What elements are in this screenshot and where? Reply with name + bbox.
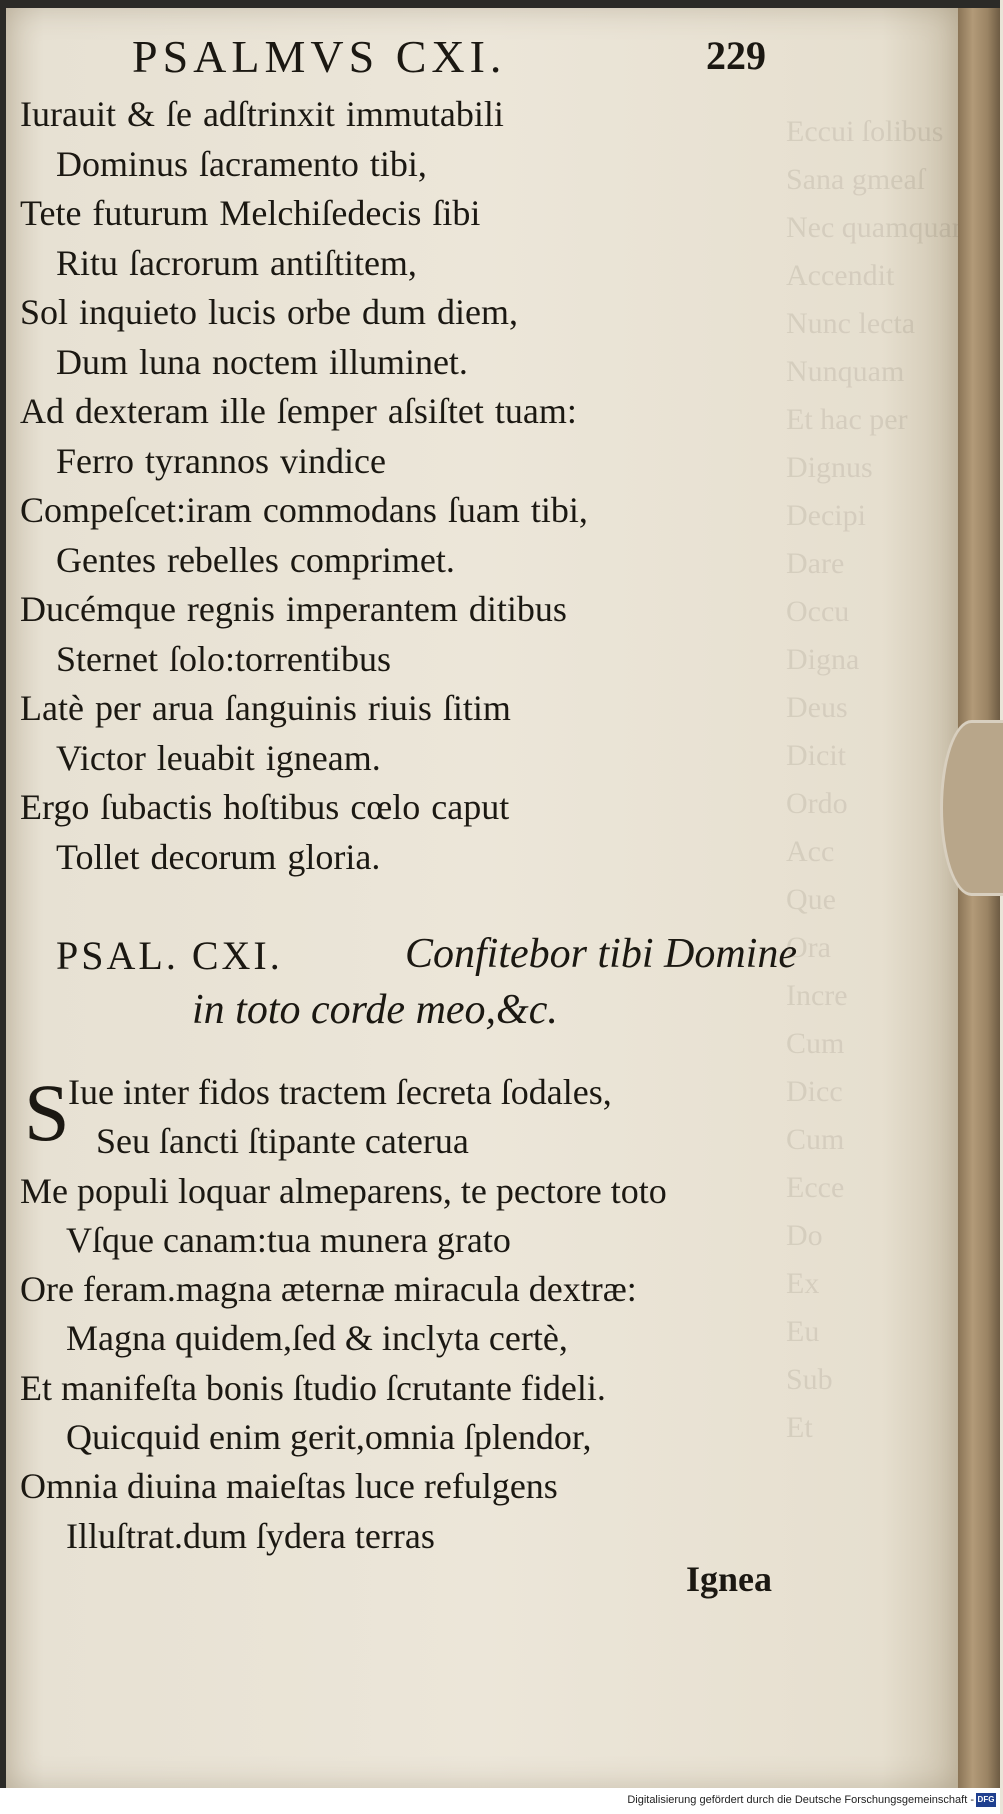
- verse-line: Gentes rebelles comprimet.: [56, 539, 455, 580]
- verse-line: Me populi loquar almeparens, te pectore toto: [20, 1170, 667, 1211]
- page-stack-edge: [958, 8, 1000, 1788]
- verse-line: Latè per arua ſanguinis riuis ſitim: [20, 688, 511, 728]
- verse-line: Dominus ſacramento tibi,: [56, 143, 427, 184]
- verse-block-2: [20, 1068, 860, 1561]
- verse-line: Ad dexteram ille ſemper aſsiſtet tuam:: [20, 391, 577, 431]
- verse-line: Ritu ſacrorum antiſtitem,: [56, 242, 417, 283]
- verse-line: Vſque canam:tua munera grato: [66, 1219, 511, 1260]
- show-through-text: Eccui ſolibus Sana gmeaſ Nec quamquam Accendit Nunc lecta Nunquam Et hac per Dignus Decipi Dare Occu Digna Deus Dicit Ordo Acc Que Ora Incre Cum Dicc Cum Ecce Do Ex Eu Sub Et: [786, 115, 976, 1444]
- verse-line: Ducémque regnis imperantem ditibus: [20, 589, 567, 629]
- page-number: 229: [706, 33, 766, 78]
- verse-line: Sternet ſolo:torrentibus: [56, 638, 391, 679]
- incipit-line-2: in toto corde meo,&c.: [192, 987, 558, 1033]
- verse-line: Ferro tyrannos vindice: [56, 440, 386, 481]
- verse-line: Iue inter fidos tractem ſecreta ſodales,: [68, 1072, 612, 1112]
- verse-line: Ore feram.magna æternæ miracula dextræ:: [20, 1269, 637, 1310]
- verse-line: Magna quidem,ſed & inclyta certè,: [66, 1318, 568, 1359]
- drop-cap: S: [24, 1067, 70, 1158]
- digitization-footer: [0, 1788, 1000, 1814]
- verse-line: Illuſtrat.dum ſydera terras: [66, 1515, 435, 1556]
- verse-line: Omnia diuina maieſtas luce refulgens: [20, 1466, 558, 1507]
- verse-line: Victor leuabit igneam.: [56, 737, 381, 778]
- verse-line: Tete futurum Melchiſedecis ſibi: [20, 193, 481, 233]
- verse-line: Iurauit & ſe adſtrinxit immutabili: [20, 94, 504, 134]
- verse-block-1: [20, 90, 850, 882]
- verse-line: Et manifeſta bonis ſtudio ſcrutante fideli.: [20, 1367, 606, 1408]
- verse-line: Quicquid enim gerit,omnia ſplendor,: [66, 1417, 592, 1458]
- verse-line: Tollet decorum gloria.: [56, 836, 381, 877]
- running-header: [6, 26, 958, 86]
- verse-line: Dum luna noctem illuminet.: [56, 341, 468, 382]
- dfg-logo-icon: DFG: [976, 1793, 996, 1807]
- verse-line: Seu ſancti ſtipante caterua: [96, 1121, 469, 1162]
- thumb-tab: [940, 720, 1003, 896]
- funding-credit: Digitalisierung gefördert durch die Deutsche Forschungsgemeinschaft -: [627, 1794, 974, 1806]
- psalm-label: PSAL. CXI.: [56, 933, 283, 978]
- catchword: Ignea: [686, 1559, 773, 1599]
- book-page: [6, 8, 976, 1788]
- incipit-line-1: Confitebor tibi Domine: [405, 931, 797, 977]
- verse-line: Compeſcet:iram commodans ſuam tibi,: [20, 490, 588, 530]
- verse-line: Ergo ſubactis hoſtibus cœlo caput: [20, 787, 510, 827]
- verse-line: Sol inquieto lucis orbe dum diem,: [20, 292, 518, 332]
- running-title: PSALMVS CXI.: [132, 31, 507, 82]
- section-heading: [20, 930, 860, 1050]
